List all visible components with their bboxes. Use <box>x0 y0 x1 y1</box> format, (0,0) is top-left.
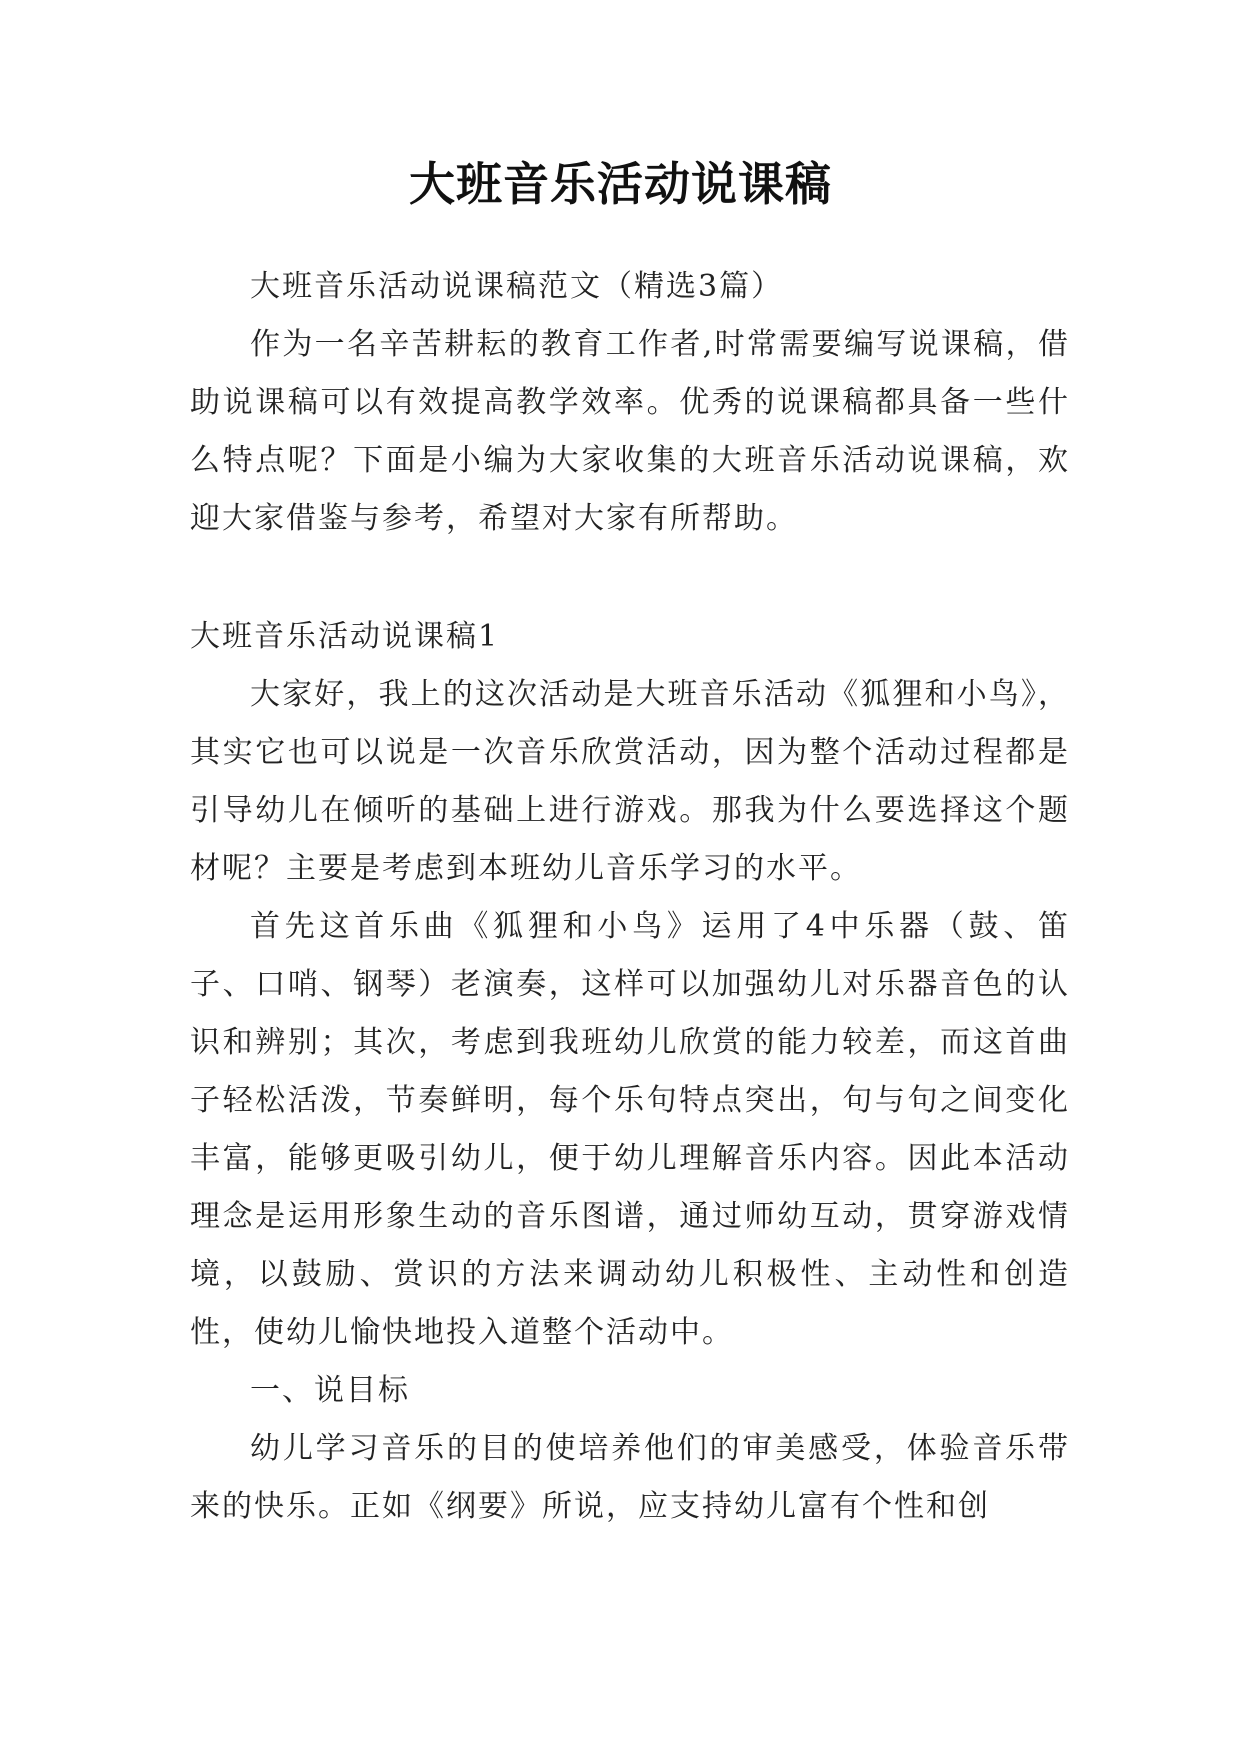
paragraph-spacer <box>190 548 1070 608</box>
body-paragraph: 首先这首乐曲《狐狸和小鸟》运用了4中乐器（鼓、笛子、口哨、钢琴）老演奏，这样可以加强幼儿对乐器音色的认识和辨别；其次，考虑到我班幼儿欣赏的能力较差，而这首曲子轻松活泼，节奏鲜明，每个乐句特点突出，句与句之间变化丰富，能够更吸引幼儿，便于幼儿理解音乐内容。因此本活动理念是运用形象生动的音乐图谱，通过师幼互动，贯穿游戏情境，以鼓励、赏识的方法来调动幼儿积极性、主动性和创造性，使幼儿愉快地投入道整个活动中。 <box>190 909 1070 1350</box>
subsection-heading: 一、说目标 <box>250 1373 410 1408</box>
section-heading: 大班音乐活动说课稿1 <box>190 619 500 654</box>
body-paragraph: 幼儿学习音乐的目的使培养他们的审美感受，体验音乐带来的快乐。正如《纲要》所说，应支持幼儿富有个性和创 <box>190 1431 1070 1524</box>
intro-paragraph: 作为一名辛苦耕耘的教育工作者,时常需要编写说课稿，借助说课稿可以有效提高教学效率。优秀的说课稿都具备一些什么特点呢？下面是小编为大家收集的大班音乐活动说课稿，欢迎大家借鉴与参考，希望对大家有所帮助。 <box>190 327 1070 536</box>
body-paragraph: 大家好，我上的这次活动是大班音乐活动《狐狸和小鸟》，其实它也可以说是一次音乐欣赏活动，因为整个活动过程都是引导幼儿在倾听的基础上进行游戏。那我为什么要选择这个题材呢？主要是考虑到本班幼儿音乐学习的水平。 <box>190 677 1070 886</box>
document-title: 大班音乐活动说课稿 <box>409 157 832 211</box>
document-subtitle: 大班音乐活动说课稿范文（精选3篇） <box>250 269 784 304</box>
document-body <box>190 258 1070 1536</box>
